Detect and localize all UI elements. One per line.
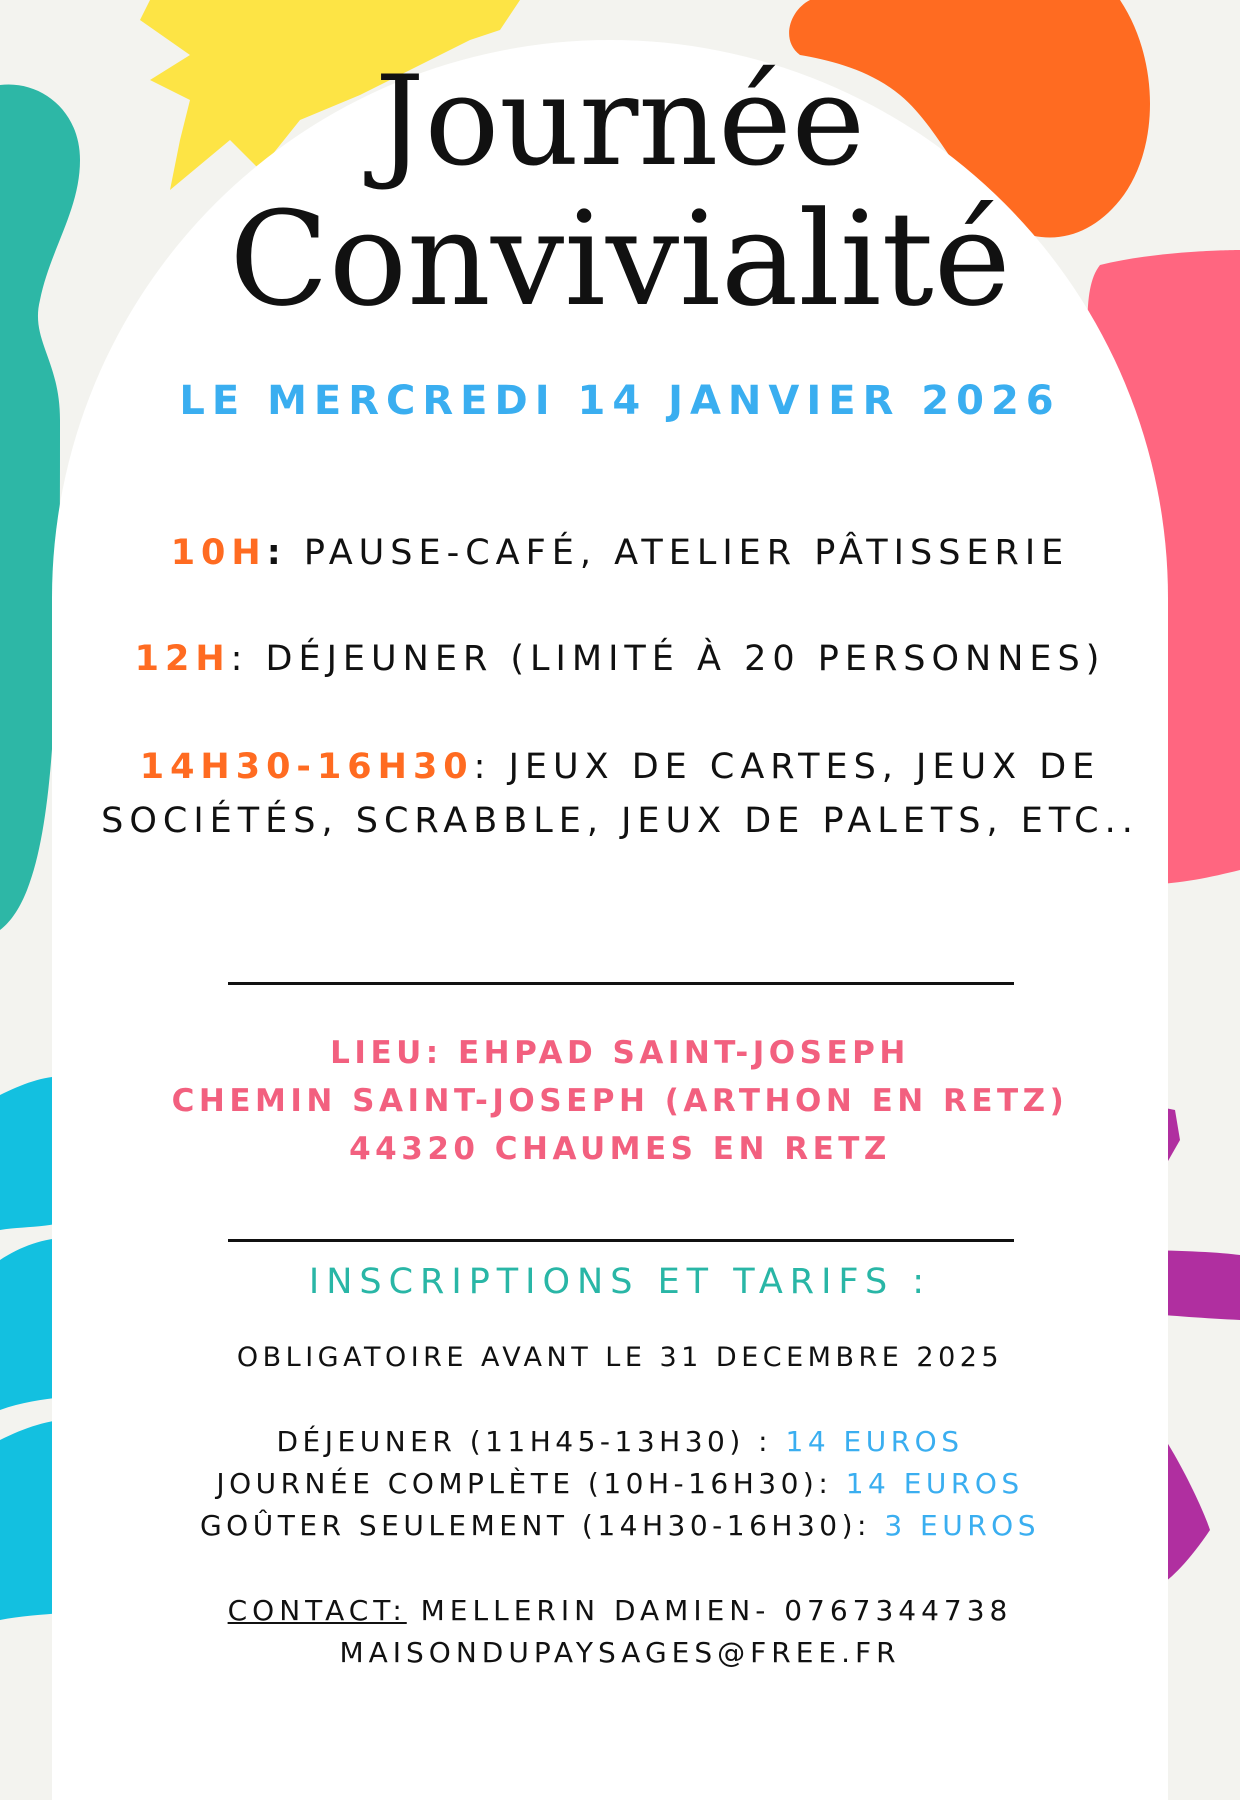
contact-line xyxy=(0,1594,1240,1627)
divider xyxy=(228,1239,1014,1242)
contact-name-phone: MELLERIN DAMIEN- 0767344738 xyxy=(407,1594,1013,1627)
event-date: LE MERCREDI 14 JANVIER 2026 xyxy=(0,378,1240,424)
schedule-item xyxy=(80,632,1160,686)
schedule-time: 12H xyxy=(135,639,231,679)
tarif-label: DÉJEUNER (11H45-13H30) : xyxy=(277,1425,786,1458)
tarif-price: 3 EUROS xyxy=(884,1509,1040,1542)
tarif-line xyxy=(0,1425,1240,1458)
registration-deadline: OBLIGATOIRE AVANT LE 31 DECEMBRE 2025 xyxy=(0,1342,1240,1373)
schedule-time: 10H xyxy=(171,533,267,573)
location-line: LIEU: EHPAD SAINT-JOSEPH xyxy=(60,1029,1180,1077)
tarif-price: 14 EUROS xyxy=(846,1467,1024,1500)
schedule-separator: : xyxy=(231,639,249,679)
location-line: 44320 CHAUMES EN RETZ xyxy=(60,1125,1180,1173)
inscriptions-title: INSCRIPTIONS ET TARIFS : xyxy=(0,1262,1240,1302)
schedule-time: 14H30-16H30 xyxy=(140,747,474,787)
schedule-item xyxy=(80,740,1160,848)
tarif-line xyxy=(0,1509,1240,1542)
divider xyxy=(228,982,1014,985)
schedule-separator: : xyxy=(474,747,492,787)
tarif-label: GOÛTER SEULEMENT (14H30-16H30): xyxy=(200,1509,884,1542)
schedule-item xyxy=(80,526,1160,580)
schedule-text: DÉJEUNER (LIMITÉ À 20 PERSONNES) xyxy=(248,639,1105,679)
tarif-price: 14 EUROS xyxy=(786,1425,964,1458)
schedule-text: JEUX DE CARTES, JEUX DE SOCIÉTÉS, SCRABBLE, JEUX DE PALETS, ETC.. xyxy=(101,747,1139,841)
tarif-line xyxy=(0,1467,1240,1500)
title-line-2: Convivialité xyxy=(0,194,1240,324)
schedule-text: PAUSE-CAFÉ, ATELIER PÂTISSERIE xyxy=(287,533,1070,573)
schedule-separator: : xyxy=(267,533,287,573)
contact-label: CONTACT: xyxy=(228,1594,407,1627)
title-line-1: Journée xyxy=(0,60,1240,184)
contact-email[interactable]: MAISONDUPAYSAGES@FREE.FR xyxy=(0,1636,1240,1669)
tarif-label: JOURNÉE COMPLÈTE (10H-16H30): xyxy=(216,1467,845,1500)
location-line: CHEMIN SAINT-JOSEPH (ARTHON EN RETZ) xyxy=(60,1077,1180,1125)
